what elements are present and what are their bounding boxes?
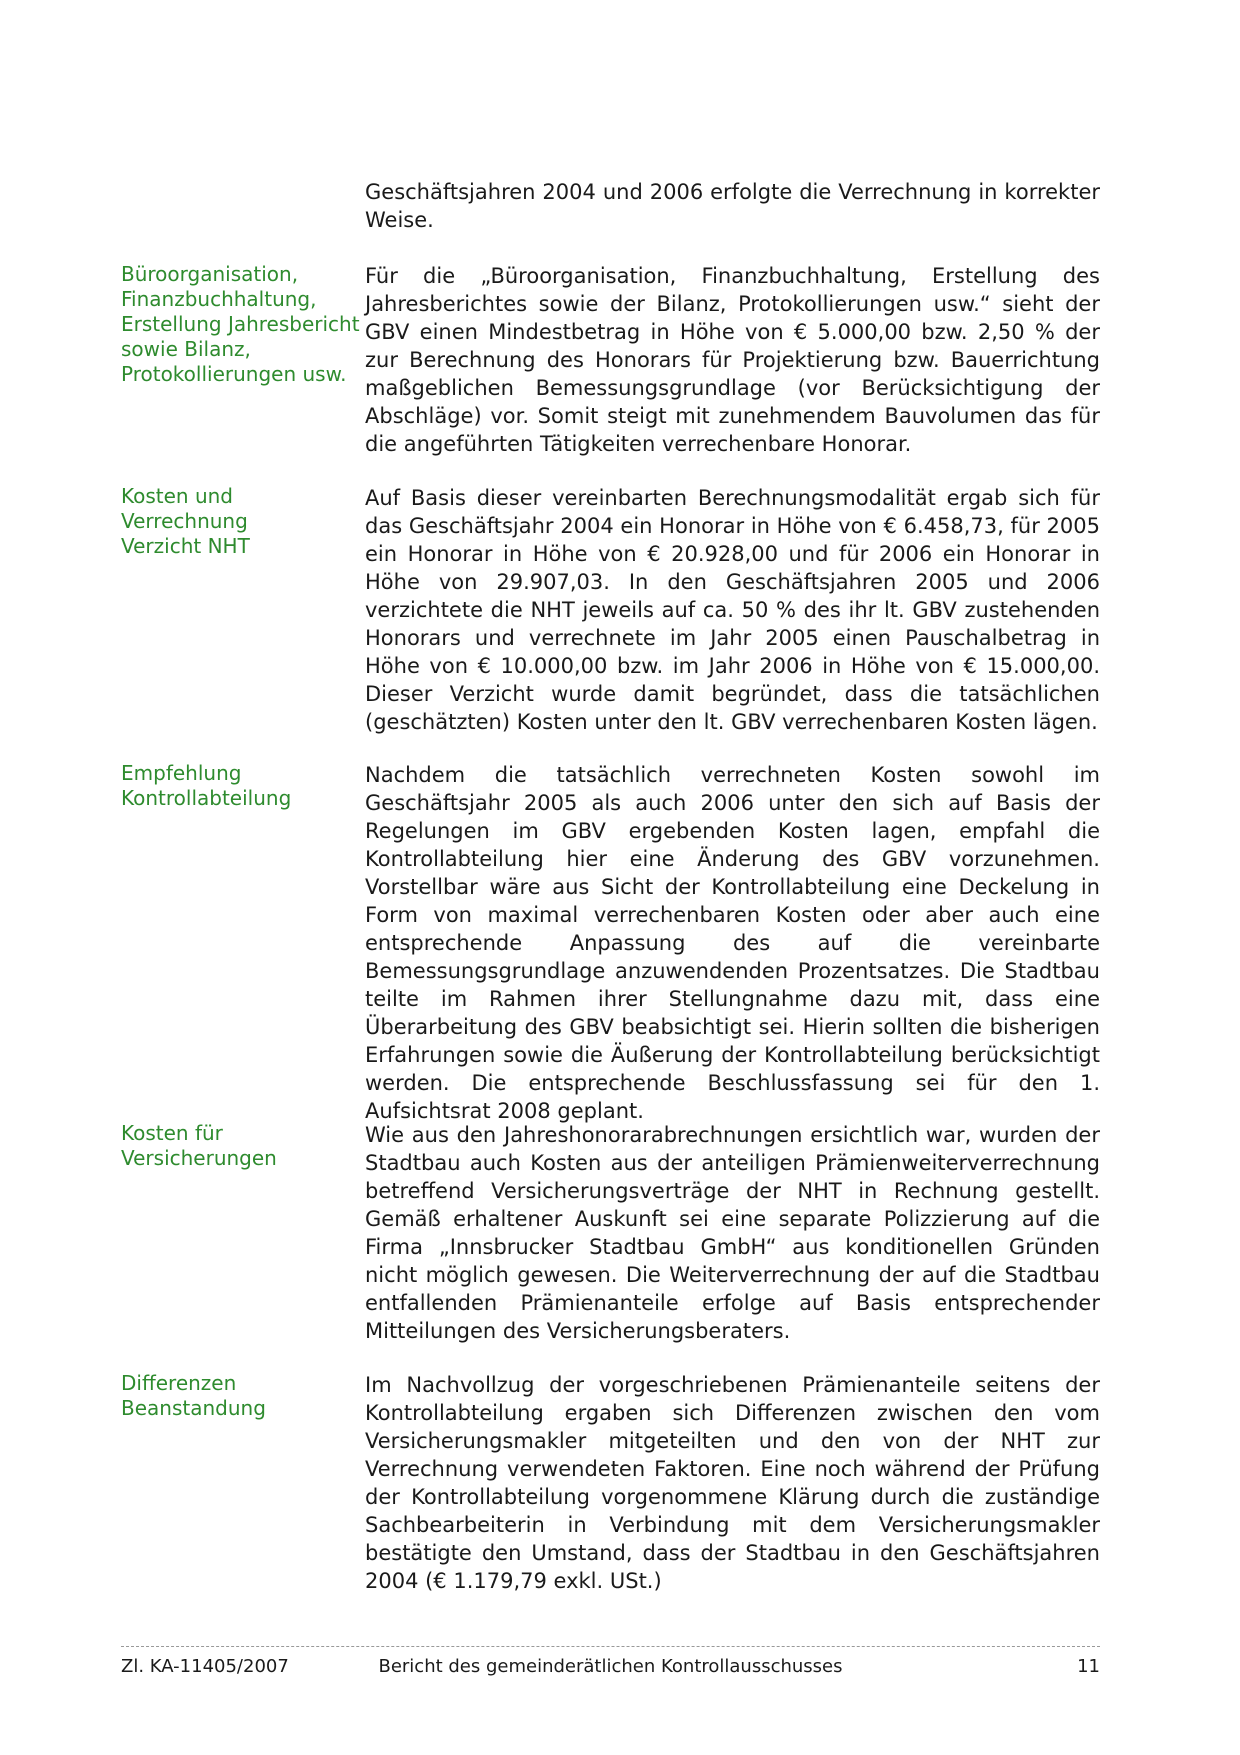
footer-divider [121, 1646, 1100, 1647]
margin-note-line: Finanzbuchhaltung, [121, 287, 317, 311]
margin-note [121, 761, 351, 811]
footer-title: Bericht des gemeinderätlichen Kontrollausschusses [378, 1656, 843, 1677]
margin-note-line: Beanstandung [121, 1396, 266, 1420]
margin-note-line: Kosten und [121, 484, 234, 508]
paragraph: Für die „Büroorganisation, Finanzbuchhaltung, Erstellung des Jahresberichtes sowie der Bilanz, Protokollierungen usw.“ sieht der GBV einen Mindestbetrag in Höhe von € 5.000,00 bzw. 2,50 % der zur Berechnung des Honorars für Projektierung bzw. Bauerrichtung maßgeblichen Bemessungsgrundlage (vor Berücksichtigung der Abschläge) vor. Somit steigt mit zunehmendem Bauvolumen das für die angeführten Tätigkeiten verrechenbare Honorar. [365, 264, 1100, 456]
margin-note-line: Verzicht NHT [121, 534, 250, 558]
margin-note-line: Büroorganisation, [121, 262, 299, 286]
paragraph: Im Nachvollzug der vorgeschriebenen Prämienanteile seitens der Kontrollabteilung ergaben sich Differenzen zwischen den vom Versicherungsmakler mitgeteilten und den von der NHT zur Verrechnung verwendeten Faktoren. Eine noch während der Prüfung der Kontrollabteilung vorgenommene Klärung durch die zuständige Sachbearbeiterin in Verbindung mit dem Versicherungsmakler bestätigte den Umstand, dass der Stadtbau in den Geschäftsjahren 2004 (€ 1.179,79 exkl. USt.) [365, 1373, 1100, 1593]
margin-note-line: Versicherungen [121, 1146, 277, 1170]
paragraph: Wie aus den Jahreshonorarabrechnungen ersichtlich war, wurden der Stadtbau auch Kosten aus der anteiligen Prämienweiterverrechnung betreffend Versicherungsverträge der NHT in Rechnung gestellt. Gemäß erhaltener Auskunft sei eine separate Polizzierung auf die Firma „Innsbrucker Stadtbau GmbH“ aus konditionellen Gründen nicht möglich gewesen. Die Weiterverrechnung der auf die Stadtbau entfallenden Prämienanteile erfolge auf Basis entsprechender Mitteilungen des Versicherungsberaters. [365, 1123, 1100, 1343]
paragraph: Nachdem die tatsächlich verrechneten Kosten sowohl im Geschäftsjahr 2005 als auch 2006 unter den sich auf Basis der Regelungen im GBV ergebenden Kosten lagen, empfahl die Kontrollabteilung hier eine Änderung des GBV vorzunehmen. Vorstellbar wäre aus Sicht der Kontrollabteilung eine Deckelung in Form von maximal verrechenbaren Kosten oder aber auch eine entsprechende Anpassung des auf die vereinbarte Bemessungsgrundlage anzuwendenden Prozentsatzes. Die Stadtbau teilte im Rahmen ihrer Stellungnahme dazu mit, dass eine Überarbeitung des GBV beabsichtigt sei. Hierin sollten die bisherigen Erfahrungen sowie die Äußerung der Kontrollabteilung berücksichtigt werden. Die entsprechende Beschlussfassung sei für den 1. Aufsichtsrat 2008 geplant. [365, 763, 1100, 1123]
paragraph: Auf Basis dieser vereinbarten Berechnungsmodalität ergab sich für das Geschäftsjahr 2004 ein Honorar in Höhe von € 6.458,73, für 2005 ein Honorar in Höhe von € 20.928,00 und für 2006 ein Honorar in Höhe von 29.907,03. In den Geschäftsjahren 2005 und 2006 verzichtete die NHT jeweils auf ca. 50 % des ihr lt. GBV zustehenden Honorars und verrechnete im Jahr 2005 einen Pauschalbetrag in Höhe von € 10.000,00 bzw. im Jahr 2006 in Höhe von € 15.000,00. Dieser Verzicht wurde damit begründet, dass die tatsächlichen (geschätzten) Kosten unter den lt. GBV verrechenbaren Kosten lägen. [365, 486, 1100, 734]
margin-note [121, 1371, 351, 1421]
margin-note-line: Kontrollabteilung [121, 786, 292, 810]
margin-note-line: Erstellung Jahresbericht [121, 312, 360, 336]
margin-note-line: Differenzen [121, 1371, 237, 1395]
intro-paragraph: Geschäftsjahren 2004 und 2006 erfolgte die Verrechnung in korrekter Weise. [365, 180, 1100, 232]
page-number: 11 [1077, 1656, 1100, 1677]
margin-note-line: sowie Bilanz, [121, 337, 251, 361]
margin-note-line: Empfehlung [121, 761, 242, 785]
footer-reference: Zl. KA-11405/2007 [121, 1656, 289, 1677]
page-footer [121, 1654, 1100, 1680]
margin-note-line: Protokollierungen usw. [121, 362, 347, 386]
margin-note [121, 262, 360, 387]
margin-note [121, 484, 351, 559]
margin-note-line: Kosten für [121, 1121, 223, 1145]
margin-note [121, 1121, 351, 1171]
margin-note-line: Verrechnung [121, 509, 248, 533]
